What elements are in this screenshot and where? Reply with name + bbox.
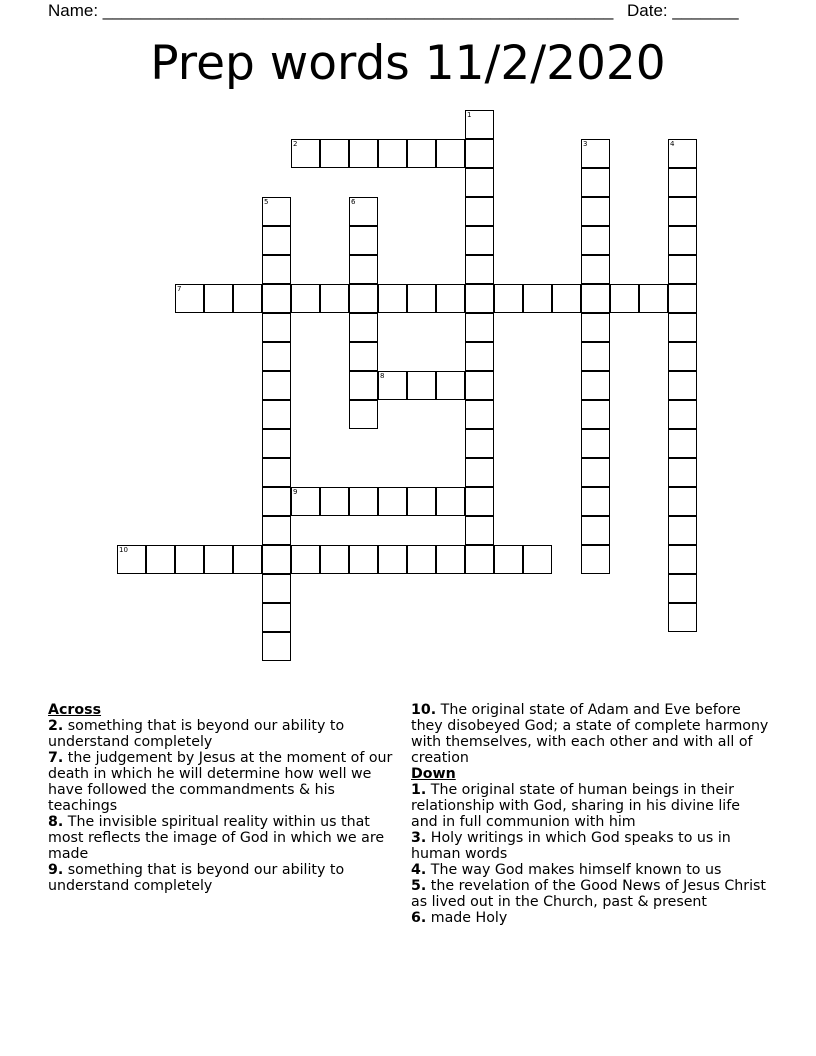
across-clue-7: 7. the judgement by Jesus at the moment of our death in which he will determine how well we have followed the commandments & his teachings — [48, 750, 393, 814]
crossword-cell[interactable] — [523, 284, 552, 313]
down-clue-6: 6. made Holy — [411, 910, 508, 926]
crossword-cell[interactable] — [465, 545, 494, 574]
crossword-cell[interactable] — [581, 429, 610, 458]
crossword-cell[interactable] — [262, 342, 291, 371]
crossword-cell[interactable] — [668, 487, 697, 516]
crossword-cell[interactable] — [581, 139, 610, 168]
crossword-cell[interactable] — [465, 168, 494, 197]
clue-number-label: 9 — [293, 488, 298, 496]
crossword-cell[interactable] — [436, 139, 465, 168]
clue-number-label: 2 — [293, 140, 298, 148]
crossword-cell[interactable] — [668, 429, 697, 458]
crossword-cell[interactable] — [262, 255, 291, 284]
crossword-cell[interactable] — [262, 632, 291, 661]
crossword-cell[interactable] — [349, 371, 378, 400]
crossword-cell[interactable] — [465, 197, 494, 226]
crossword-cell[interactable] — [349, 139, 378, 168]
crossword-cell[interactable] — [349, 545, 378, 574]
clue-number-label: 10 — [119, 546, 128, 554]
crossword-cell[interactable] — [146, 545, 175, 574]
crossword-cell[interactable] — [291, 284, 320, 313]
page-title: Prep words 11/2/2020 — [150, 36, 666, 91]
crossword-cell[interactable] — [233, 284, 262, 313]
crossword-cell[interactable] — [291, 139, 320, 168]
crossword-cell[interactable] — [262, 574, 291, 603]
crossword-cell[interactable] — [378, 545, 407, 574]
crossword-cell[interactable] — [349, 342, 378, 371]
crossword-cell[interactable] — [204, 284, 233, 313]
crossword-cell[interactable] — [262, 226, 291, 255]
crossword-cell[interactable] — [262, 284, 291, 313]
crossword-cell[interactable] — [581, 487, 610, 516]
crossword-cell[interactable] — [378, 371, 407, 400]
crossword-cell[interactable] — [465, 255, 494, 284]
crossword-cell[interactable] — [291, 487, 320, 516]
crossword-cell[interactable] — [291, 545, 320, 574]
crossword-cell[interactable] — [668, 197, 697, 226]
crossword-cell[interactable] — [262, 545, 291, 574]
crossword-cell[interactable] — [262, 371, 291, 400]
crossword-cell[interactable] — [668, 168, 697, 197]
crossword-cell[interactable] — [494, 284, 523, 313]
crossword-cell[interactable] — [668, 284, 697, 313]
crossword-cell[interactable] — [668, 574, 697, 603]
clue-number-label: 6 — [351, 198, 356, 206]
crossword-cell[interactable] — [117, 545, 146, 574]
crossword-cell[interactable] — [320, 545, 349, 574]
clue-number-label: 3 — [583, 140, 588, 148]
crossword-cell[interactable] — [407, 284, 436, 313]
crossword-cell[interactable] — [436, 284, 465, 313]
crossword-cell[interactable] — [610, 284, 639, 313]
crossword-cell[interactable] — [465, 516, 494, 545]
crossword-cell[interactable] — [581, 342, 610, 371]
crossword-cell[interactable] — [320, 487, 349, 516]
crossword-cell[interactable] — [581, 400, 610, 429]
crossword-cell[interactable] — [262, 516, 291, 545]
crossword-cell[interactable] — [581, 545, 610, 574]
clue-number-label: 8 — [380, 372, 385, 380]
crossword-cell[interactable] — [581, 197, 610, 226]
crossword-cell[interactable] — [465, 429, 494, 458]
crossword-cell[interactable] — [465, 458, 494, 487]
crossword-cell[interactable] — [407, 545, 436, 574]
crossword-cell[interactable] — [262, 603, 291, 632]
crossword-cell[interactable] — [581, 516, 610, 545]
across-clue-10: 10. The original state of Adam and Eve before they disobeyed God; a state of complete harmony with themselves, with each other and with all of creation — [411, 702, 769, 766]
crossword-cell[interactable] — [581, 226, 610, 255]
across-clue-9: 9. something that is beyond our ability to understand completely — [48, 862, 345, 894]
down-clue-1: 1. The original state of human beings in their relationship with God, sharing in his divine life and in full communion with him — [411, 782, 740, 830]
crossword-cell[interactable] — [349, 284, 378, 313]
across-heading: Across — [48, 702, 102, 718]
crossword-cell[interactable] — [523, 545, 552, 574]
crossword-cell[interactable] — [668, 603, 697, 632]
down-clue-5: 5. the revelation of the Good News of Jesus Christ as lived out in the Church, past & present — [411, 878, 766, 910]
crossword-cell[interactable] — [436, 487, 465, 516]
crossword-cell[interactable] — [262, 313, 291, 342]
crossword-cell[interactable] — [465, 313, 494, 342]
crossword-cell[interactable] — [349, 226, 378, 255]
crossword-cell[interactable] — [407, 487, 436, 516]
crossword-cell[interactable] — [581, 168, 610, 197]
date-field-label: Date: _______ — [627, 1, 739, 20]
crossword-cell[interactable] — [581, 371, 610, 400]
crossword-cell[interactable] — [465, 110, 494, 139]
crossword-cell[interactable] — [378, 487, 407, 516]
crossword-cell[interactable] — [407, 371, 436, 400]
crossword-cell[interactable] — [668, 371, 697, 400]
name-field-label: Name: ______________________________________________________ — [48, 1, 614, 20]
crossword-cell[interactable] — [581, 255, 610, 284]
across-clue-8: 8. The invisible spiritual reality within us that most reflects the image of God in which we are made — [48, 814, 385, 862]
clue-number-label: 7 — [177, 285, 182, 293]
crossword-cell[interactable] — [668, 313, 697, 342]
crossword-cell[interactable] — [668, 255, 697, 284]
crossword-cell[interactable] — [668, 342, 697, 371]
crossword-cell[interactable] — [349, 313, 378, 342]
crossword-cell[interactable] — [668, 545, 697, 574]
crossword-cell[interactable] — [465, 371, 494, 400]
crossword-cell[interactable] — [204, 545, 233, 574]
crossword-cell[interactable] — [262, 429, 291, 458]
crossword-cell[interactable] — [465, 226, 494, 255]
crossword-cell[interactable] — [320, 284, 349, 313]
clue-number-label: 4 — [670, 140, 675, 148]
crossword-cell[interactable] — [639, 284, 668, 313]
crossword-cell[interactable] — [436, 371, 465, 400]
crossword-cell[interactable] — [378, 139, 407, 168]
crossword-cell[interactable] — [465, 400, 494, 429]
crossword-cell[interactable] — [668, 458, 697, 487]
crossword-cell[interactable] — [262, 458, 291, 487]
crossword-cell[interactable] — [552, 284, 581, 313]
crossword-cell[interactable] — [262, 400, 291, 429]
crossword-cell[interactable] — [349, 255, 378, 284]
down-clue-3: 3. Holy writings in which God speaks to us in human words — [411, 830, 731, 862]
crossword-cell[interactable] — [668, 139, 697, 168]
crossword-cell[interactable] — [436, 545, 465, 574]
crossword-cell[interactable] — [668, 400, 697, 429]
crossword-cell[interactable] — [262, 197, 291, 226]
crossword-cell[interactable] — [262, 487, 291, 516]
crossword-cell[interactable] — [320, 139, 349, 168]
clue-number-label: 1 — [467, 111, 472, 119]
crossword-cell[interactable] — [175, 284, 204, 313]
crossword-cell[interactable] — [668, 226, 697, 255]
clues-left-column — [48, 702, 398, 894]
crossword-cell[interactable] — [668, 516, 697, 545]
crossword-cell[interactable] — [349, 197, 378, 226]
down-clue-4: 4. The way God makes himself known to us — [411, 862, 722, 878]
clues-right-column — [411, 702, 771, 926]
crossword-cell[interactable] — [349, 400, 378, 429]
crossword-cell[interactable] — [349, 487, 378, 516]
crossword-cell[interactable] — [465, 284, 494, 313]
crossword-cell[interactable] — [581, 313, 610, 342]
down-heading: Down — [411, 766, 456, 782]
crossword-cell[interactable] — [494, 545, 523, 574]
crossword-cell[interactable] — [465, 139, 494, 168]
crossword-cell[interactable] — [233, 545, 262, 574]
crossword-cell[interactable] — [581, 284, 610, 313]
crossword-cell[interactable] — [407, 139, 436, 168]
crossword-cell[interactable] — [175, 545, 204, 574]
clue-number-label: 5 — [264, 198, 269, 206]
crossword-cell[interactable] — [378, 284, 407, 313]
crossword-cell[interactable] — [465, 487, 494, 516]
crossword-cell[interactable] — [581, 458, 610, 487]
across-clue-2: 2. something that is beyond our ability to understand completely — [48, 718, 345, 750]
crossword-cell[interactable] — [465, 342, 494, 371]
